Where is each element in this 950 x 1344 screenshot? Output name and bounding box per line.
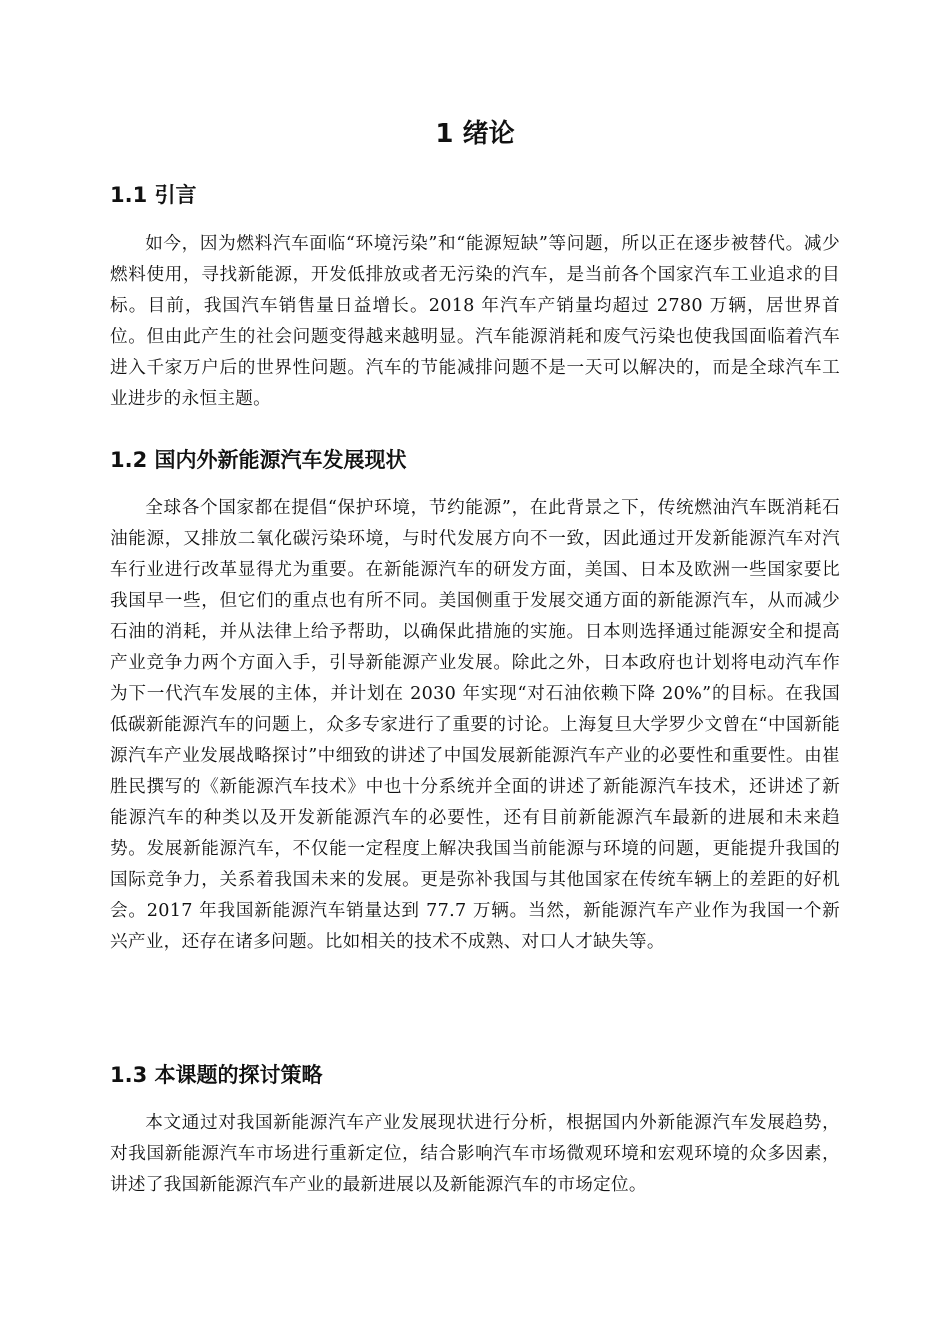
section-heading-research-strategy: 1.3 本课题的探讨策略 xyxy=(110,1063,323,1087)
chapter-title: 1 绪论 xyxy=(435,119,515,149)
section-paragraph-research-strategy: 本文通过对我国新能源汽车产业发展现状进行分析，根据国内外新能源汽车发展趋势，对我国新能源汽车市场进行重新定位，结合影响汽车市场微观环境和宏观环境的众多因素，讲述了我国新能源汽车产业的最新进展以及新能源汽车的市场定位。 xyxy=(110,1113,840,1195)
section-heading-development-status: 1.2 国内外新能源汽车发展现状 xyxy=(110,448,407,472)
section-heading-introduction: 1.1 引言 xyxy=(110,183,197,207)
section-paragraph-introduction: 如今，因为燃料汽车面临“环境污染”和“能源短缺”等问题，所以正在逐步被替代。减少燃料使用，寻找新能源，开发低排放或者无污染的汽车，是当前各个国家汽车工业追求的目标。目前，我国汽车销售量日益增长。2018 年汽车产销量均超过 2780 万辆，居世界首位。但由此产生的社会问题变得越来越明显。汽车能源消耗和废气污染也使我国面临着汽车进入千家万户后的世界性问题。汽车的节能减排问题不是一天可以解决的，而是全球汽车工业进步的永恒主题。 xyxy=(110,234,840,409)
section-paragraph-development-status: 全球各个国家都在提倡“保护环境，节约能源”，在此背景之下，传统燃油汽车既消耗石油能源，又排放二氧化碳污染环境，与时代发展方向不一致，因此通过开发新能源汽车对汽车行业进行改革显得尤为重要。在新能源汽车的研发方面，美国、日本及欧洲一些国家要比我国早一些，但它们的重点也有所不同。美国侧重于发展交通方面的新能源汽车，从而减少石油的消耗，并从法律上给予帮助，以确保此措施的实施。日本则选择通过能源安全和提高产业竞争力两个方面入手，引导新能源产业发展。除此之外，日本政府也计划将电动汽车作为下一代汽车发展的主体，并计划在 2030 年实现“对石油依赖下降 20%”的目标。在我国低碳新能源汽车的问题上，众多专家进行了重要的讨论。上海复旦大学罗少文曾在“中国新能源汽车产业发展战略探讨”中细致的讲述了中国发展新能源汽车产业的必要性和重要性。由崔胜民撰写的《新能源汽车技术》中也十分系统并全面的讲述了新能源汽车技术，还讲述了新能源汽车的种类以及开发新能源汽车的必要性，还有目前新能源汽车最新的进展和未来趋势。发展新能源汽车，不仅能一定程度上解决我国当前能源与环境的问题，更能提升我国的国际竞争力，关系着我国未来的发展。更是弥补我国与其他国家在传统车辆上的差距的好机会。2017 年我国新能源汽车销量达到 77.7 万辆。当然，新能源汽车产业作为我国一个新兴产业，还存在诸多问题。比如相关的技术不成熟、对口人才缺失等。 xyxy=(110,498,840,952)
